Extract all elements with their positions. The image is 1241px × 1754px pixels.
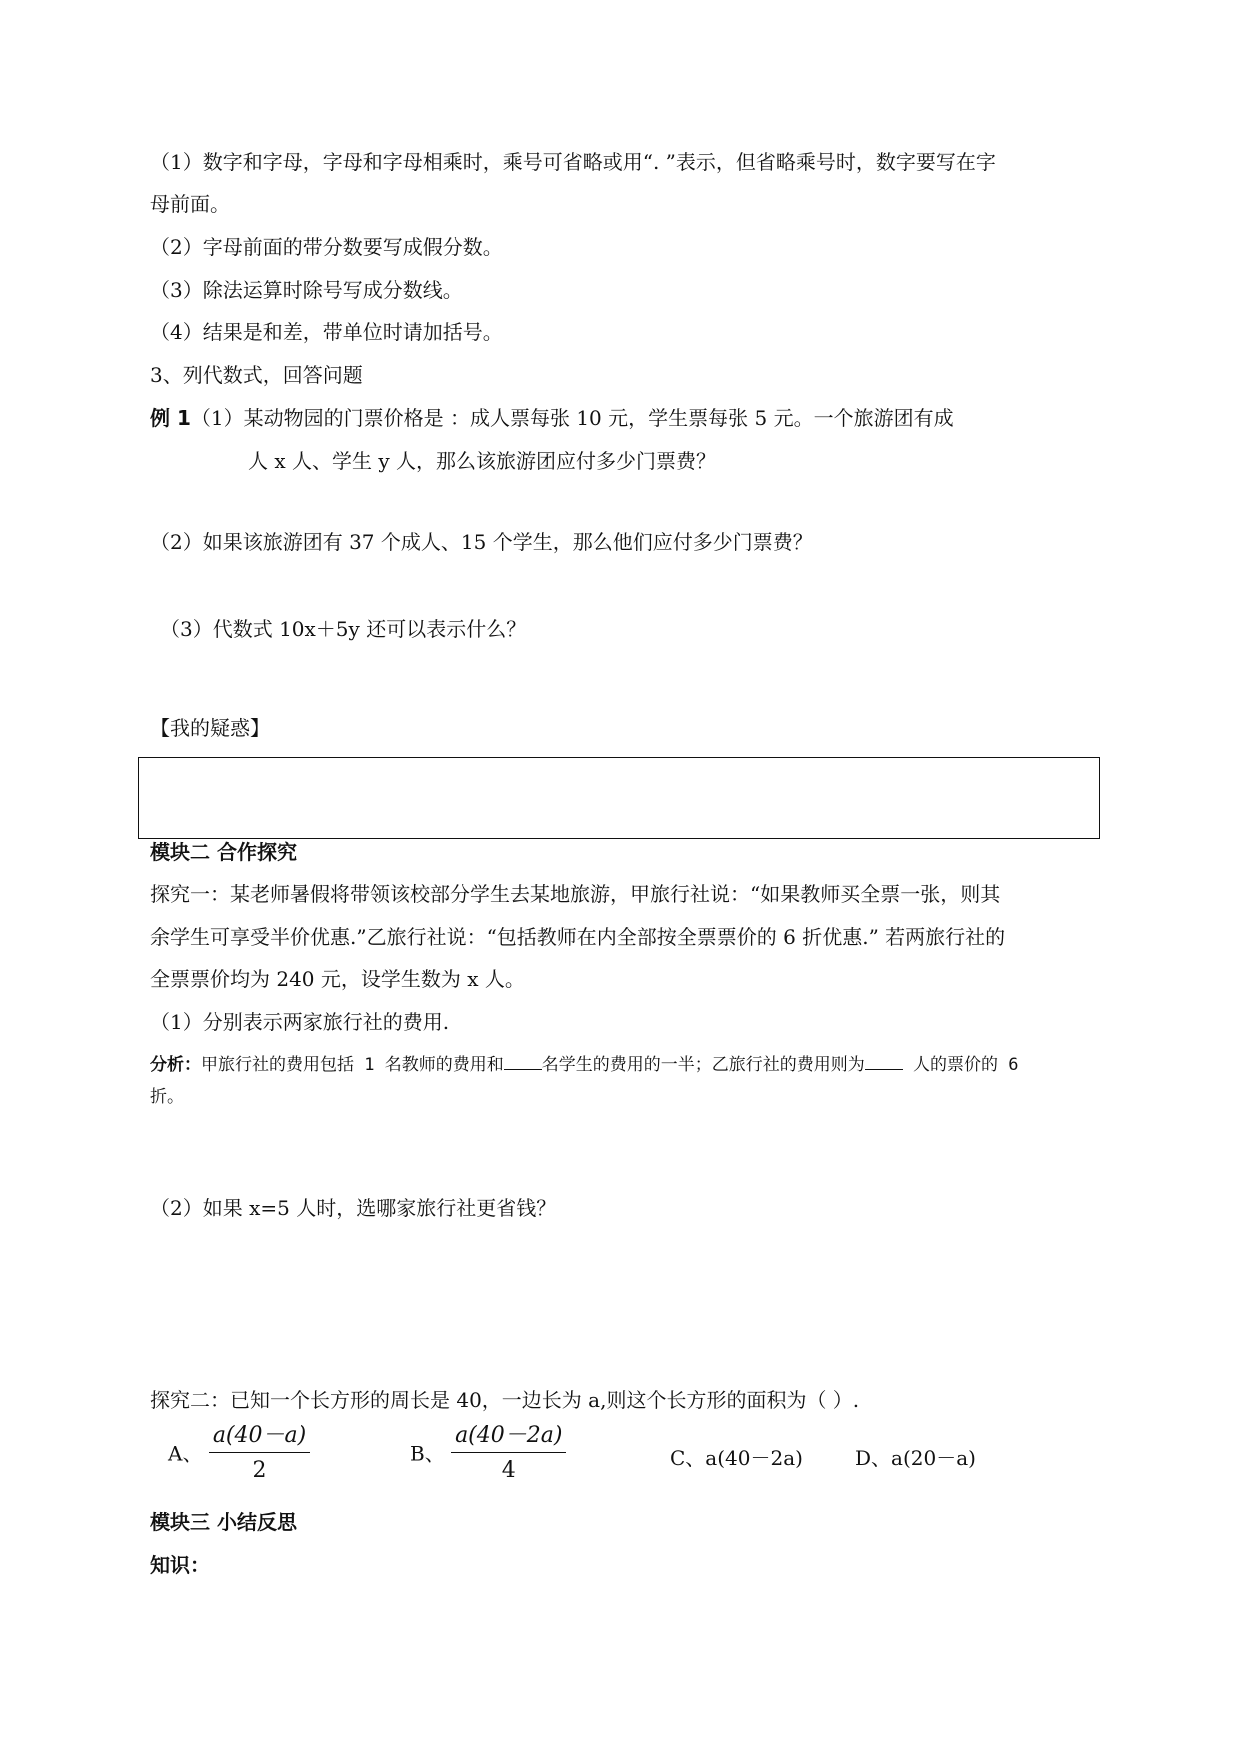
example-1-question-1-cont: 人 x 人、学生 y 人，那么该旅游团应付多少门票费？ [248,449,717,473]
explore-1-question-1: （1）分别表示两家旅行社的费用. [150,1010,450,1034]
explore-2-question: 探究二：已知一个长方形的周长是 40，一边长为 a,则这个长方形的面积为（ ）. [150,1388,860,1412]
analysis-part-2: 名学生的费用的一半；乙旅行社的费用则为 [541,1055,865,1075]
analysis-line-2: 折。 [150,1087,184,1107]
rule-1-line-2: 母前面。 [150,192,230,216]
explore-1-line-2: 余学生可享受半价优惠.”乙旅行社说：“包括教师在内全部按全票票价的 6 折优惠.” 若两旅行社的 [150,925,1006,949]
explore-1-line-3: 全票票价均为 240 元，设学生数为 x 人。 [150,967,525,991]
doubts-answer-box[interactable] [138,757,1100,839]
explore-1-line-1: 探究一：某老师暑假将带领该校部分学生去某地旅游，甲旅行社说：“如果教师买全票一张，则其 [150,882,1001,906]
option-a[interactable] [168,1422,310,1485]
answer-blank-2[interactable] [865,1051,903,1070]
option-b-denominator: 4 [501,1458,516,1483]
option-d[interactable]: D、a(20－a) [855,1446,976,1470]
option-b-fraction [451,1422,566,1485]
analysis-label: 分析： [150,1055,201,1075]
knowledge-label: 知识： [150,1553,210,1577]
option-b-numerator: a(40－2a) [451,1422,566,1453]
doubts-title: 【我的疑惑】 [150,716,270,740]
rule-2: （2）字母前面的带分数要写成假分数。 [150,235,503,259]
example-1-question-3: （3）代数式 10x＋5y 还可以表示什么？ [160,617,527,641]
answer-blank-1[interactable] [504,1051,542,1070]
rule-3: （3）除法运算时除号写成分数线。 [150,278,463,302]
analysis-part-1: 甲旅行社的费用包括 1 名教师的费用和 [201,1055,504,1075]
option-a-denominator: 2 [252,1458,267,1483]
analysis-part-3: 人的票价的 6 [902,1055,1019,1075]
option-a-label: A、 [168,1441,203,1466]
analysis-line-1 [150,1051,1018,1079]
section-3-heading: 3、列代数式，回答问题 [150,363,363,387]
example-1-question-1 [150,404,954,432]
rule-1-line-1: （1）数字和字母，字母和字母相乘时，乘号可省略或用“. ”表示，但省略乘号时，数字要写在字 [150,150,996,174]
option-a-numerator: a(40－a) [209,1422,310,1453]
example-1-question-2: （2）如果该旅游团有 37 个成人、15 个学生，那么他们应付多少门票费？ [150,530,813,554]
option-a-fraction [209,1422,310,1485]
module-2-title: 模块二 合作探究 [150,840,297,864]
option-b-label: B、 [410,1441,445,1466]
option-b[interactable] [410,1422,566,1485]
rule-4: （4）结果是和差，带单位时请加括号。 [150,320,503,344]
module-3-title: 模块三 小结反思 [150,1510,297,1534]
option-c[interactable]: C、a(40－2a) [670,1446,803,1470]
example-1-q1-text: （1）某动物园的门票价格是 ：成人票每张 10 元，学生票每张 5 元。一个旅游团有成 [190,406,954,430]
explore-1-question-2: （2）如果 x=5 人时，选哪家旅行社更省钱？ [150,1196,557,1220]
example-1-label: 例 1 [150,406,191,430]
